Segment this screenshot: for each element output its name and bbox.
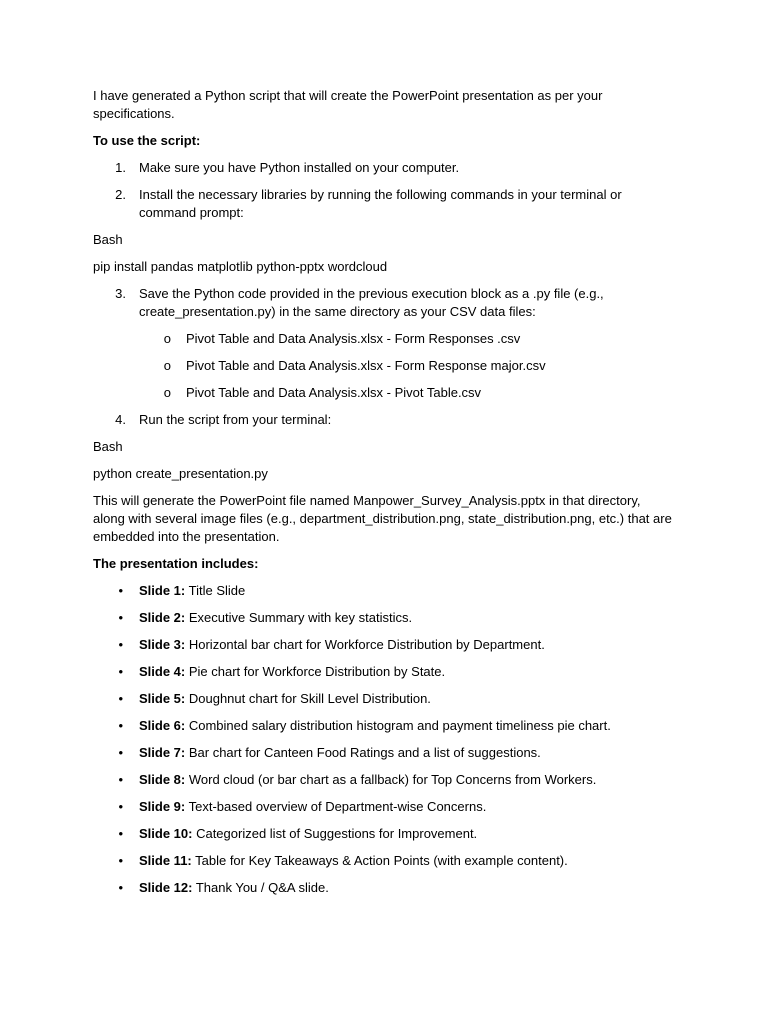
step-1 bbox=[93, 159, 673, 177]
file-name: Pivot Table and Data Analysis.xlsx - Pivot Table.csv bbox=[186, 385, 482, 400]
slide-description: Table for Key Takeaways & Action Points (with example content). bbox=[191, 853, 568, 868]
file-item bbox=[93, 330, 673, 348]
slide-item bbox=[93, 609, 673, 627]
step-text: Make sure you have Python installed on your computer. bbox=[139, 160, 460, 175]
pip-command: pip install pandas matplotlib python-pptx wordcloud bbox=[93, 259, 388, 274]
bullet: • bbox=[118, 583, 123, 598]
slide-item bbox=[93, 663, 673, 681]
intro-paragraph: I have generated a Python script that will create the PowerPoint presentation as per your specifications. bbox=[93, 88, 603, 121]
use-heading: To use the script: bbox=[93, 133, 201, 148]
slide-label: Slide 1: bbox=[139, 583, 186, 598]
slide-description: Bar chart for Canteen Food Ratings and a list of suggestions. bbox=[185, 745, 541, 760]
slide-label: Slide 9: bbox=[139, 799, 186, 814]
bullet: • bbox=[118, 691, 123, 706]
slide-description: Executive Summary with key statistics. bbox=[185, 610, 413, 625]
file-item bbox=[93, 357, 673, 375]
slide-label: Slide 10: bbox=[139, 826, 193, 841]
bullet: • bbox=[118, 880, 123, 895]
slide-item bbox=[93, 582, 673, 600]
slide-description: Horizontal bar chart for Workforce Distribution by Department. bbox=[185, 637, 545, 652]
bullet: • bbox=[118, 664, 123, 679]
slide-description: Doughnut chart for Skill Level Distribution. bbox=[185, 691, 431, 706]
file-item bbox=[93, 384, 673, 402]
bullet: • bbox=[118, 826, 123, 841]
slide-label: Slide 11: bbox=[139, 853, 192, 868]
slide-description: Pie chart for Workforce Distribution by State. bbox=[185, 664, 446, 679]
code-language-label: Bash bbox=[93, 439, 123, 454]
slide-item bbox=[93, 879, 673, 897]
slide-description: Thank You / Q&A slide. bbox=[192, 880, 329, 895]
slide-item bbox=[93, 771, 673, 789]
slide-label: Slide 4: bbox=[139, 664, 186, 679]
slide-label: Slide 8: bbox=[139, 772, 186, 787]
step-number: 2. bbox=[115, 187, 126, 202]
slide-description: Combined salary distribution histogram and payment timeliness pie chart. bbox=[185, 718, 611, 733]
step-3 bbox=[93, 285, 673, 321]
file-name: Pivot Table and Data Analysis.xlsx - Form Responses .csv bbox=[186, 331, 521, 346]
sub-bullet: o bbox=[163, 331, 171, 346]
sub-bullet: o bbox=[163, 358, 171, 373]
run-command: python create_presentation.py bbox=[93, 466, 268, 481]
step-2 bbox=[93, 186, 673, 222]
slide-description: Categorized list of Suggestions for Improvement. bbox=[192, 826, 478, 841]
step-text: Install the necessary libraries by running the following commands in your terminal or command prompt: bbox=[139, 187, 622, 220]
slide-description: Title Slide bbox=[185, 583, 246, 598]
step-number: 3. bbox=[115, 286, 126, 301]
slide-label: Slide 5: bbox=[139, 691, 186, 706]
slide-description: Word cloud (or bar chart as a fallback) for Top Concerns from Workers. bbox=[185, 772, 597, 787]
slide-label: Slide 7: bbox=[139, 745, 186, 760]
bullet: • bbox=[118, 610, 123, 625]
document-body bbox=[93, 87, 673, 906]
slide-item bbox=[93, 690, 673, 708]
slide-item bbox=[93, 636, 673, 654]
slide-item bbox=[93, 717, 673, 735]
includes-heading: The presentation includes: bbox=[93, 556, 259, 571]
generate-paragraph: This will generate the PowerPoint file named Manpower_Survey_Analysis.pptx in that directory, along with several image files (e.g., department_distribution.png, state_distribution.png, etc.) that are embedded into the presentation. bbox=[93, 493, 672, 544]
bullet: • bbox=[118, 637, 123, 652]
step-number: 4. bbox=[115, 412, 126, 427]
step-text: Save the Python code provided in the previous execution block as a .py file (e.g., create_presentation.py) in the same directory as your CSV data files: bbox=[139, 286, 604, 319]
sub-bullet: o bbox=[163, 385, 171, 400]
slide-label: Slide 3: bbox=[139, 637, 186, 652]
slide-description: Text-based overview of Department-wise Concerns. bbox=[185, 799, 487, 814]
slide-label: Slide 12: bbox=[139, 880, 193, 895]
step-number: 1. bbox=[115, 160, 126, 175]
step-text: Run the script from your terminal: bbox=[139, 412, 332, 427]
slide-item bbox=[93, 744, 673, 762]
slide-label: Slide 2: bbox=[139, 610, 186, 625]
bullet: • bbox=[118, 799, 123, 814]
slide-item bbox=[93, 825, 673, 843]
bullet: • bbox=[118, 772, 123, 787]
slide-item bbox=[93, 852, 673, 870]
slide-item bbox=[93, 798, 673, 816]
bullet: • bbox=[118, 718, 123, 733]
slide-label: Slide 6: bbox=[139, 718, 186, 733]
file-name: Pivot Table and Data Analysis.xlsx - Form Response major.csv bbox=[186, 358, 546, 373]
bullet: • bbox=[118, 853, 123, 868]
bullet: • bbox=[118, 745, 123, 760]
code-language-label: Bash bbox=[93, 232, 123, 247]
step-4 bbox=[93, 411, 673, 429]
